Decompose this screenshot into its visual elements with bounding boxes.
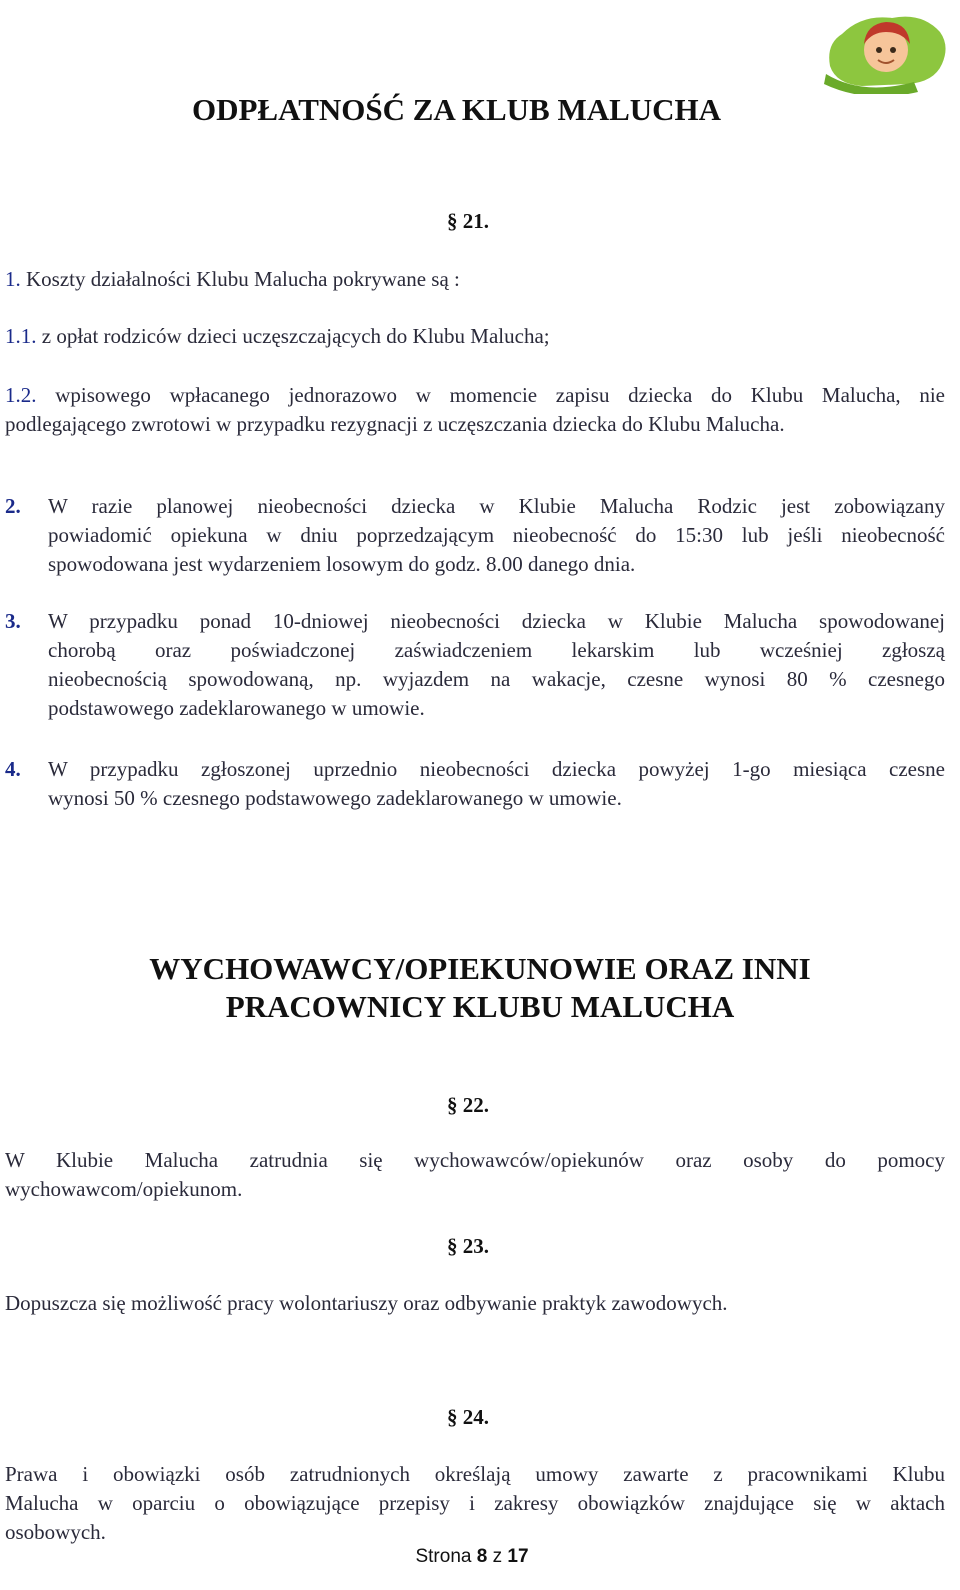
paragraph-22-sign: § 22. — [447, 1093, 489, 1117]
item-text: Koszty działalności Klubu Malucha pokrywane są : — [26, 267, 460, 291]
item-4-number: 4. — [5, 757, 21, 781]
paragraph-24-text — [5, 1460, 945, 1547]
item-line: spowodowana jest wydarzeniem losowym do godz. 8.00 danego dnia. — [48, 552, 636, 576]
section-title-line: PRACOWNICY KLUBU MALUCHA — [225, 989, 735, 1024]
section-title-line: WYCHOWAWCY/OPIEKUNOWIE ORAZ INNI — [149, 951, 811, 986]
item-number: 1.1. — [5, 324, 37, 348]
item-3-number: 3. — [5, 609, 21, 633]
item-4 — [48, 755, 945, 813]
footer-total-pages: 17 — [507, 1546, 529, 1567]
item-2 — [48, 492, 945, 579]
item-1 — [5, 265, 460, 294]
item-line: chorobą oraz poświadczonej zaświadczeniem lekarskim lub wcześniej zgłoszą — [48, 638, 945, 662]
footer-prefix: Strona — [415, 1546, 472, 1567]
paragraph-24-sign: § 24. — [447, 1405, 489, 1429]
item-line: nieobecnością spowodowaną, np. wyjazdem na wakacje, czesne wynosi 80 % czesnego — [48, 667, 945, 691]
item-line: podstawowego zadeklarowanego w umowie. — [48, 696, 425, 720]
item-line: wynosi 50 % czesnego podstawowego zadeklarowanego w umowie. — [48, 786, 622, 810]
item-line: 1.2. wpisowego wpłacanego jednorazowo w momencie zapisu dziecka do Klubu Malucha, nie — [5, 383, 946, 407]
footer-separator: z — [492, 1546, 503, 1567]
item-number: 1. — [5, 267, 21, 291]
item-line: W razie planowej nieobecności dziecka w Klubie Malucha Rodzic jest zobowiązany — [48, 494, 945, 518]
footer-page-number: 8 — [476, 1546, 488, 1567]
text-line: osobowych. — [5, 1520, 106, 1544]
section-title-odplatnosc: ODPŁATNOŚĆ ZA KLUB MALUCHA — [192, 92, 722, 127]
item-line: W przypadku zgłoszonej uprzednio nieobecności dziecka powyżej 1-go miesiąca czesne — [48, 757, 945, 781]
item-text: z opłat rodziców dzieci uczęszczających do Klubu Malucha; — [41, 324, 550, 348]
item-1-1 — [5, 322, 550, 351]
item-1-2 — [5, 381, 945, 439]
item-line: powiadomić opiekuna w dniu poprzedzającym nieobecność do 15:30 lub jeśli nieobecność — [48, 523, 945, 547]
paragraph-22-text — [5, 1146, 945, 1204]
item-3 — [48, 607, 945, 723]
page-footer — [0, 1546, 944, 1568]
item-number: 1.2. — [5, 383, 37, 407]
kruszynka-logo — [822, 4, 952, 94]
paragraph-21-sign: § 21. — [447, 209, 489, 233]
text-line: wychowawcom/opiekunom. — [5, 1177, 243, 1201]
text-line: Malucha w oparciu o obowiązujące przepisy i zakresy obowiązków znajdujące się w aktach — [5, 1491, 945, 1515]
text-line: W Klubie Malucha zatrudnia się wychowawców/opiekunów oraz osoby do pomocy — [5, 1148, 945, 1172]
item-line: podlegającego zwrotowi w przypadku rezygnacji z uczęszczania dziecka do Klubu Malucha. — [5, 412, 785, 436]
item-2-number: 2. — [5, 494, 21, 518]
paragraph-23-text: Dopuszcza się możliwość pracy wolontariuszy oraz odbywanie praktyk zawodowych. — [5, 1291, 728, 1315]
section-title-wychowawcy — [0, 950, 960, 1026]
paragraph-23-sign: § 23. — [447, 1234, 489, 1258]
item-line: W przypadku ponad 10-dniowej nieobecności dziecka w Klubie Malucha spowodowanej — [48, 609, 945, 633]
text-line: Prawa i obowiązki osób zatrudnionych określają umowy zawarte z pracownikami Klubu — [5, 1462, 945, 1486]
